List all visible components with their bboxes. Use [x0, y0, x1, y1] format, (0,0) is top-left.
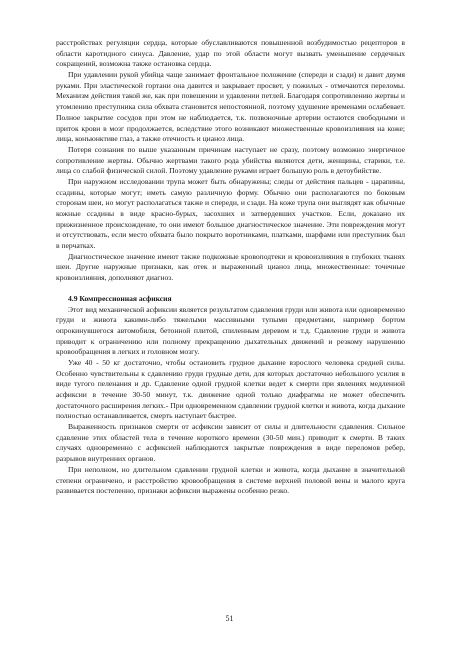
paragraph: При неполном, но длительном сдавлении грудной клетки и живота, когда дыхание в значительной степени ограничено, и расстройство кровообращения в системе верхней половой вены и малого круга развивается постепенно, признаки асфиксии выражены особенно резко.: [56, 464, 405, 496]
paragraph: Потеря сознания по выше указанным причинам наступает не сразу, поэтому возможно энергичное сопротивление жертвы. Обычно жертвами такого рода убийства являются дети, женщины, старики, т.е. лица со слабой физической силой. Поэтому удавление руками играет большую роль в детоубийстве.: [56, 144, 405, 176]
paragraph: расстройствах регуляции сердца, которые обуславливаются повышенной возбудимостью рецепторов в области каротидного синуса. Давление, удар по этой области могут вызвать уменьшение сердечных сокращений, возможна также остановка сердца.: [56, 38, 405, 69]
page-content: [56, 38, 405, 497]
paragraph: Уже 40 - 50 кг достаточно, чтобы остановить грудное дыхание взрослого человека средней силы. Особенно чувствительны к сдавлению груди грудные дети, для которых достаточно небольшого усилия в виде тугого пеленания и др. Сдавление одной грудной клетки ведет к смерти при явлениях медленной асфиксии в течение 30-50 минут, т.к. движение одной только диафрагмы не может обеспечить достаточного расширения легких.- При одновременном сдавлении грудной клетки и живота, когда дыхание полностью останавливается, смерть наступает быстрее.: [56, 357, 405, 421]
section-heading: 4.9 Компрессионная асфиксия: [68, 293, 172, 303]
paragraph: Этот вид механической асфиксии является результатом сдавления груди или живота или одновременно груди и живота какими-либо тяжелыми массивными тупыми предметами, например бортом опрокинувшегося автомобиля, бетонной плитой, спиленным деревом и т.д. Сдавление груди и живота приводит к ограничению или полному прекращению дыхательных движений и резкому нарушению кровообращения в легких и головном мозгу.: [56, 304, 405, 357]
paragraph: При наружном исследовании трупа может быть обнаружены; следы от действия пальцев - царапины, ссадины, которые могут; иметь самую различную форму. Обычно они располагаются по боковым сторонам шеи, но могут располагаться также и спереди, и сзади. На коже трупа они выглядят как обычные кожные ссадины в виде красно-бурых, засохших и затвердевших участков. Если, доказано их прижизненное происхождение, то они имеют большое диагностическое значение. Эти повреждения могут и отсутствовать, если место обхвата было покрыто воротниками, платками, шарфами или преступник был в перчатках.: [56, 176, 405, 251]
paragraph: При удавлении рукой убийца чаще занимает фронтальное положение (спереди и сзади) и давит двумя руками. При эластической гортани она давится и закрывает просвет, у пожилых - отмечаются переломы. Механизм действия такой же, как при повешении и удавлении петлей. Благодаря сопротивлению жертвы и утомлению преступника сила обхвата становится непостоянной, поэтому удушение временами ослабевает. Полное закрытие сосудов при этом не наблюдается, т.к. позвоночные артерии остаются свободными и приток крови в мозг продолжается, вследствие этого возникают множественные кровоизлияния на коже; лица, конъюнктиве глаз, а также отечность и цианоз лица.: [56, 70, 405, 144]
paragraph: Выраженность признаков смерти от асфиксии зависит от силы и длительности сдавления. Сильное сдавление этих областей тела в течение короткого времени (30-50 мин.) приводит к смерти. В таких случаях одновременно с асфиксией наблюдаются закрытые повреждения в виде переломов ребер, разрывов внутренних органов.: [56, 422, 405, 464]
paragraph: Диагностическое значение имеют также подкожные кровоподтеки и кровоизлияния в глубоких тканях шеи. Другие наружные признаки, как отек и выраженный цианоз лица, множественные: точечные кровоизлияния, дополняют диагноз.: [56, 251, 405, 283]
page-number: 51: [225, 614, 234, 623]
